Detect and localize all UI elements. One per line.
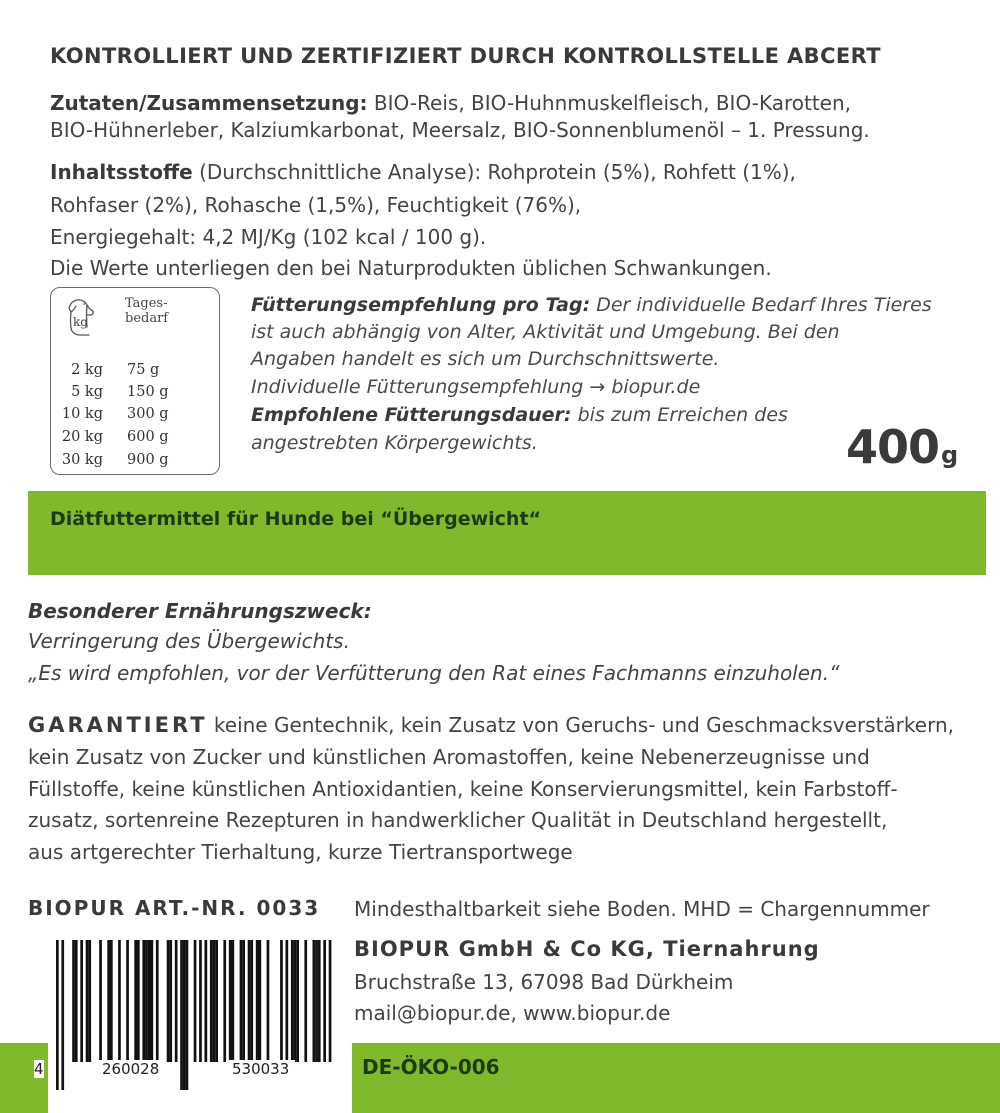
dog-icon-kg-label: kg: [73, 315, 88, 329]
barcode-bar: [180, 940, 183, 1090]
ingredients-line-1: [50, 90, 851, 116]
analysis-line-3: Energiegehalt: 4,2 MJ/Kg (102 kcal / 100 g).: [50, 225, 487, 249]
feeding-duration-text-1: bis zum Erreichen des: [571, 404, 788, 426]
guarantee-line-4: zusatz, sortenreine Rezepturen in handwerklicher Qualität in Deutschland hergestellt,: [28, 808, 888, 832]
barcode-bar: [210, 940, 213, 1062]
barcode-bar: [80, 940, 83, 1062]
green-footer-right: [352, 1043, 1000, 1113]
row-amount: 75 g: [127, 362, 160, 378]
barcode-bar: [134, 940, 137, 1062]
row-weight: 10 kg: [61, 406, 103, 422]
diet-banner-text: Diätfuttermittel für Hunde bei “Übergewicht“: [50, 508, 542, 530]
row-amount: 300 g: [127, 406, 169, 422]
feeding-duration-label: Empfohlene Fütterungsdauer:: [251, 404, 572, 426]
barcode-bar: [232, 940, 235, 1062]
feeding-table: [50, 287, 220, 475]
guarantee-line-3: Füllstoffe, keine künstlichen Antioxidantien, keine Konservierungsmittel, kein Farbstoff-: [28, 777, 898, 801]
barcode-bar: [175, 940, 178, 1062]
barcode-bar: [229, 940, 232, 1062]
feeding-duration-line-1: [251, 402, 788, 428]
eco-certification-code: DE-ÖKO-006: [362, 1055, 500, 1079]
guarantee-line-1: [28, 712, 954, 738]
feeding-duration-line-2: angestrebten Körpergewichts.: [251, 432, 538, 454]
analysis-line-2: Rohfaser (2%), Rohasche (1,5%), Feuchtigkeit (76%),: [50, 193, 582, 217]
feeding-line-2: ist auch abhängig von Alter, Aktivität und Umgebung. Bei den: [251, 321, 840, 343]
barcode-bar: [240, 940, 243, 1062]
barcode-bar: [72, 940, 75, 1062]
barcode-bar: [296, 940, 299, 1062]
barcode-bar: [215, 940, 218, 1062]
barcode-bar: [194, 940, 197, 1062]
barcode-bar: [88, 940, 91, 1062]
barcode-bar: [183, 940, 186, 1090]
company-contact: mail@biopur.de, www.biopur.de: [354, 1001, 671, 1025]
feeding-text-1: Der individuelle Bedarf Ihres Tieres: [590, 294, 932, 316]
barcode-bar: [242, 940, 245, 1062]
barcode-bar: [186, 940, 189, 1090]
net-weight: [846, 420, 957, 474]
barcode-bar: [126, 940, 129, 1062]
analysis-line-4: Die Werte unterliegen den bei Naturprodukten üblichen Schwankungen.: [50, 256, 772, 280]
guarantee-line-5: aus artgerechter Tierhaltung, kurze Tiertransportwege: [28, 840, 573, 864]
barcode-bar: [294, 940, 297, 1062]
barcode-bar: [61, 940, 64, 1090]
barcode-bar: [110, 940, 113, 1062]
barcode-bar: [86, 940, 89, 1062]
barcode-digit-first: 4: [34, 1060, 44, 1078]
barcode-digits-left: 260028: [96, 1060, 165, 1078]
purpose-line-1: Verringerung des Übergewichts.: [28, 629, 350, 653]
barcode-bar: [286, 940, 289, 1062]
row-amount: 600 g: [127, 429, 169, 445]
analysis-text-1: (Durchschnittliche Analyse): Rohprotein (5%), Rohfett (1%),: [192, 160, 796, 184]
barcode-bar: [315, 940, 318, 1062]
feeding-label: Fütterungsempfehlung pro Tag:: [251, 294, 591, 316]
best-before-note: Mindesthaltbarkeit siehe Boden. MHD = Chargennummer: [354, 897, 930, 921]
barcode-bar: [156, 940, 159, 1062]
row-weight: 2 kg: [71, 362, 103, 378]
barcode-bar: [291, 940, 294, 1062]
barcode-bar: [169, 940, 172, 1062]
barcode-bar: [151, 940, 154, 1062]
barcode-bar: [137, 940, 140, 1062]
feeding-line-1: [251, 292, 932, 318]
guarantee-label: GARANTIERT: [28, 713, 208, 737]
company-name: BIOPUR GmbH & Co KG, Tiernahrung: [354, 937, 820, 961]
barcode-bar: [213, 940, 216, 1062]
diet-banner: [28, 491, 986, 575]
purpose-line-2: „Es wird empfohlen, vor der Verfütterung den Rat eines Fachmanns einzuholen.“: [28, 661, 840, 685]
ingredients-line-2: BIO-Hühnerleber, Kalziumkarbonat, Meersalz, BIO-Sonnenblumenöl – 1. Pressung.: [50, 118, 870, 142]
barcode-bar: [167, 940, 170, 1062]
row-weight: 30 kg: [61, 452, 103, 468]
barcode-bar: [256, 940, 259, 1062]
row-weight: 5 kg: [71, 384, 103, 400]
row-amount: 150 g: [127, 384, 169, 400]
barcode-bar: [318, 940, 321, 1062]
barcode-bar: [259, 940, 262, 1062]
barcode: [34, 940, 338, 1090]
net-weight-value: 400: [846, 420, 940, 474]
barcode-bar: [313, 940, 316, 1062]
barcode-digits-right: 530033: [226, 1060, 295, 1078]
barcode-bar: [205, 940, 208, 1062]
barcode-bar: [248, 940, 251, 1062]
barcode-bar: [142, 940, 145, 1062]
barcode-bar: [148, 940, 151, 1062]
barcode-bar: [99, 940, 102, 1062]
net-weight-unit: g: [941, 441, 958, 469]
barcode-bar: [223, 940, 226, 1062]
feeding-line-3: Angaben handelt es sich um Durchschnittswerte.: [251, 348, 720, 370]
barcode-bar: [323, 940, 326, 1062]
barcode-bar: [56, 940, 59, 1090]
analysis-label: Inhaltsstoffe: [50, 160, 193, 184]
row-weight: 20 kg: [61, 429, 103, 445]
purpose-label: Besonderer Ernährungszweck:: [28, 599, 372, 623]
barcode-bar: [75, 940, 78, 1062]
article-number: BIOPUR ART.-NR. 0033: [28, 896, 321, 920]
barcode-bar: [250, 940, 253, 1062]
barcode-bar: [107, 940, 110, 1062]
guarantee-text-1: keine Gentechnik, kein Zusatz von Geruchs- und Geschmacksverstärkern,: [207, 713, 954, 737]
ingredients-text-1: BIO-Reis, BIO-Huhnmuskelfleisch, BIO-Karotten,: [367, 91, 852, 115]
barcode-bar: [280, 940, 283, 1062]
analysis-line-1: [50, 159, 796, 185]
green-footer-left: [0, 1043, 48, 1113]
barcode-bar: [329, 940, 332, 1062]
barcode-bar: [199, 940, 202, 1062]
company-address: Bruchstraße 13, 67098 Bad Dürkheim: [354, 970, 734, 994]
feeding-line-4: Individuelle Fütterungsempfehlung → biopur.de: [251, 376, 701, 398]
guarantee-line-2: kein Zusatz von Zucker und künstlichen Aromastoffen, keine Nebenerzeugnisse und: [28, 745, 870, 769]
feeding-table-header: Tages- bedarf: [125, 296, 169, 326]
ingredients-label: Zutaten/Zusammensetzung:: [50, 91, 368, 115]
row-amount: 900 g: [127, 452, 169, 468]
barcode-bar: [304, 940, 307, 1062]
barcode-bar: [145, 940, 148, 1062]
barcode-bar: [118, 940, 121, 1062]
certification-heading: KONTROLLIERT UND ZERTIFIZIERT DURCH KONTROLLSTELLE ABCERT: [50, 44, 882, 68]
barcode-bar: [267, 940, 270, 1062]
